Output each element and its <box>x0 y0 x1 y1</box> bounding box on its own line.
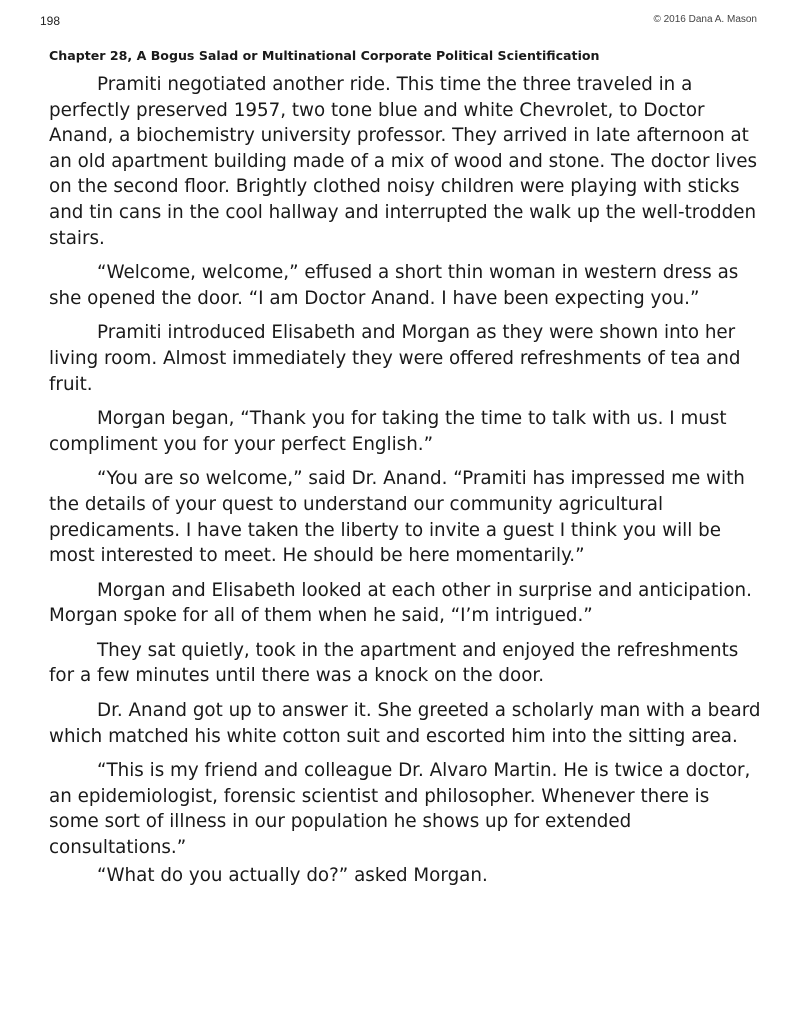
page-number: 198 <box>40 14 61 28</box>
paragraph: “You are so welcome,” said Dr. Anand. “Pramiti has impressed me with the details of your quest to understand our community agricultural predicaments. I have taken the liberty to invite a guest I think you will be most interested to meet. He should be here momentarily.” <box>49 468 745 567</box>
paragraph: Morgan and Elisabeth looked at each other in surprise and anticipation. Morgan spoke for all of them when he said, “I’m intrigued.” <box>49 579 752 627</box>
body-text <box>49 72 761 897</box>
copyright-notice: © 2016 Dana A. Mason <box>653 14 757 25</box>
paragraph: Dr. Anand got up to answer it. She greeted a scholarly man with a beard which matched his white cotton suit and escorted him into the sitting area. <box>49 700 761 747</box>
paragraph: Pramiti introduced Elisabeth and Morgan as they were shown into her living room. Almost immediately they were offered refreshments of tea and fruit. <box>49 322 741 395</box>
paragraph: Morgan began, “Thank you for taking the time to talk with us. I must compliment you for your perfect English.” <box>49 408 727 455</box>
paragraph: They sat quietly, took in the apartment and enjoyed the refreshments for a few minutes until there was a knock on the door. <box>49 639 739 687</box>
chapter-title: Chapter 28, A Bogus Salad or Multinational Corporate Political Scientification <box>49 48 600 63</box>
paragraph: Pramiti negotiated another ride. This time the three traveled in a perfectly preserved 1957, two tone blue and white Chevrolet, to Doctor Anand, a biochemistry university professor. They arrived in late afternoon at an old apartment building made of a mix of wood and stone. The doctor lives on the second floor. Brightly clothed noisy children were playing with sticks and tin cans in the cool hallway and interrupted the walk up the well-trodden stairs. <box>49 74 758 249</box>
paragraph: “This is my friend and colleague Dr. Alvaro Martin. He is twice a doctor, an epidemiologist, forensic scientist and philosopher. Whenever there is some sort of illness in our population he shows up for extended consultations.” <box>49 760 751 859</box>
paragraph: “What do you actually do?” asked Morgan. <box>97 864 488 886</box>
paragraph: “Welcome, welcome,” effused a short thin woman in western dress as she opened the door. “I am Doctor Anand. I have been expecting you.” <box>49 262 739 309</box>
